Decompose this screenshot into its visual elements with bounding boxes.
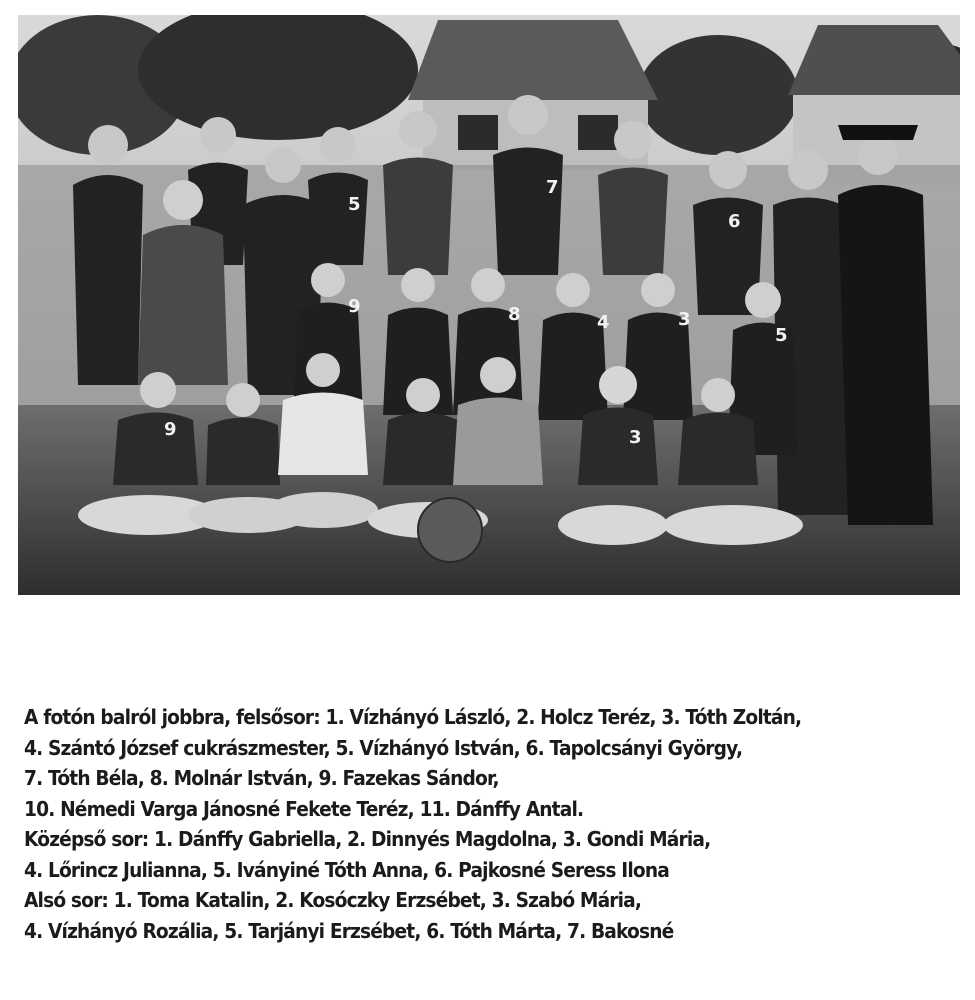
ball [418, 498, 482, 562]
team-photo [18, 15, 960, 595]
caption-line: 4. Lőrincz Julianna, 5. Iványiné Tóth Anna, 6. Pajkosné Seress Ilona [24, 857, 669, 882]
caption-line: Középső sor: 1. Dánffy Gabriella, 2. Dinnyés Magdolna, 3. Gondi Mária, [24, 827, 711, 851]
jersey-number: 8 [508, 304, 521, 325]
caption-line: 4. Vízhányó Rozália, 5. Tarjányi Erzsébet, 6. Tóth Márta, 7. Bakosné [24, 918, 674, 943]
jersey-number: 5 [775, 325, 788, 346]
caption-line: 10. Némedi Varga Jánosné Fekete Teréz, 11. Dánffy Antal. [24, 796, 584, 821]
jersey-number: 6 [728, 211, 741, 232]
jersey-number: 7 [546, 177, 559, 198]
jersey-number: 9 [348, 296, 361, 317]
caption-line: 4. Szántó József cukrászmester, 5. Vízhányó István, 6. Tapolcsányi György, [24, 735, 743, 760]
caption-line: Alsó sor: 1. Toma Katalin, 2. Kosóczky Erzsébet, 3. Szabó Mária, [24, 888, 642, 912]
caption-line: A fotón balról jobbra, felsősor: 1. Vízhányó László, 2. Holcz Teréz, 3. Tóth Zoltán, [24, 705, 802, 729]
jersey-number: 3 [629, 427, 642, 448]
jersey-number: 5 [348, 194, 361, 215]
team-photo-drawing [18, 15, 960, 595]
jersey-number: 4 [597, 312, 610, 333]
jersey-number: 9 [164, 419, 177, 440]
jersey-number: 3 [678, 309, 691, 330]
photo-caption [24, 702, 898, 946]
caption-line: 7. Tóth Béla, 8. Molnár István, 9. Fazekas Sándor, [24, 766, 499, 790]
